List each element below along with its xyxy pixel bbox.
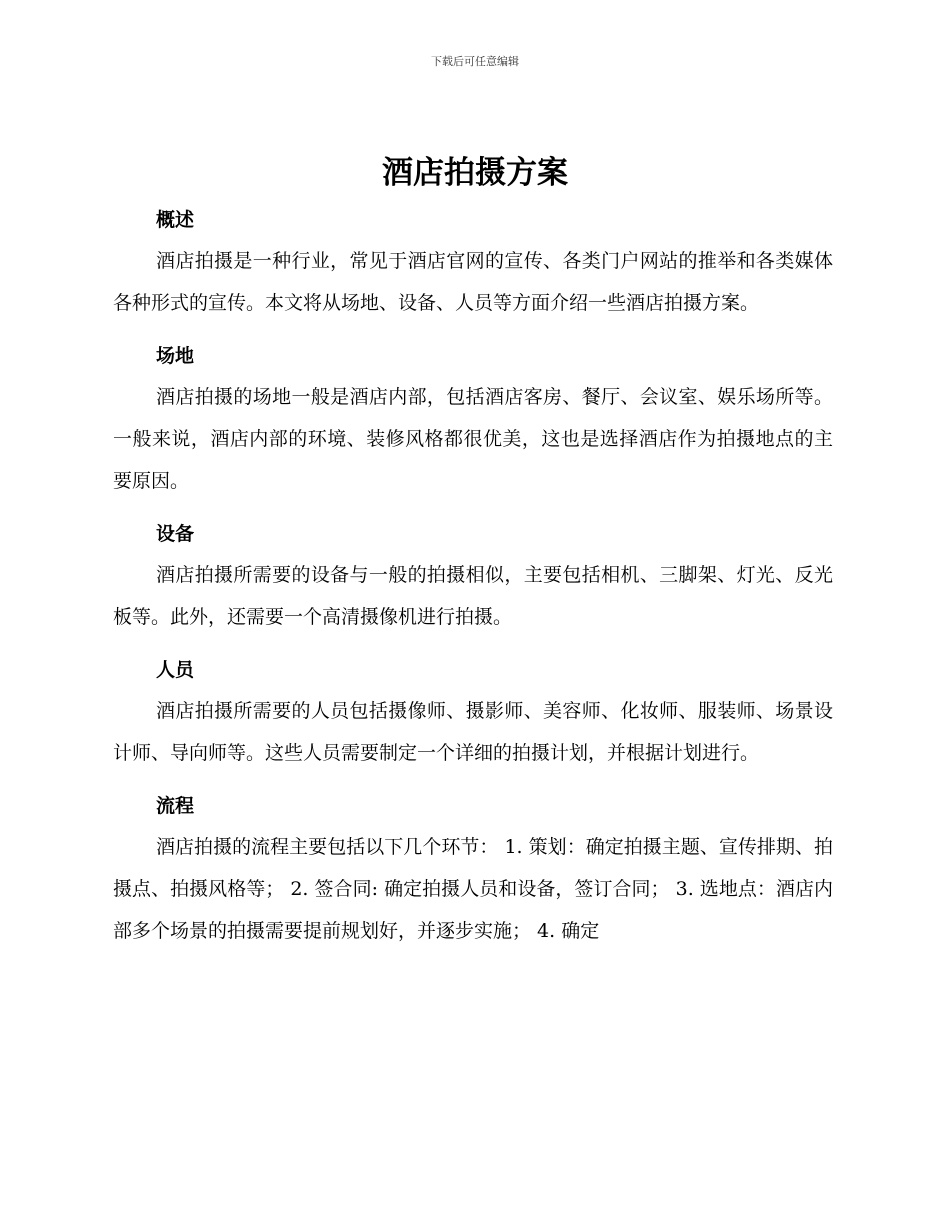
section-overview xyxy=(113,200,833,324)
section-personnel xyxy=(113,650,833,774)
section-venue xyxy=(113,336,833,502)
section-heading: 人员 xyxy=(156,659,195,681)
section-equipment xyxy=(113,514,833,638)
section-paragraph: 酒店拍摄是一种行业，常见于酒店官网的宣传、各类门户网站的推举和各类媒体各种形式的宣传。本文将从场地、设备、人员等方面介绍一些酒店拍摄方案。 xyxy=(113,250,833,314)
section-paragraph: 酒店拍摄的流程主要包括以下几个环节： 1. 策划：确定拍摄主题、宣传排期、拍摄点、拍摄风格等； 2. 签合同: 确定拍摄人员和设备，签订合同； 3. 选地点：酒店内部多个场景的拍摄需要提前规划好，并逐步实施； 4. 确定 xyxy=(113,836,833,942)
section-paragraph: 酒店拍摄的场地一般是酒店内部，包括酒店客房、餐厅、会议室、娱乐场所等。一般来说，酒店内部的环境、装修风格都很优美，这也是选择酒店作为拍摄地点的主要原因。 xyxy=(113,386,833,492)
document-content xyxy=(113,200,833,964)
section-heading: 流程 xyxy=(156,795,195,817)
page-header-note: 下载后可任意编辑 xyxy=(431,55,519,68)
document-title: 酒店拍摄方案 xyxy=(382,155,568,191)
section-heading: 场地 xyxy=(156,345,195,367)
section-paragraph: 酒店拍摄所需要的设备与一般的拍摄相似，主要包括相机、三脚架、灯光、反光板等。此外，还需要一个高清摄像机进行拍摄。 xyxy=(113,564,833,628)
section-process xyxy=(113,786,833,952)
section-heading: 概述 xyxy=(156,209,195,231)
section-heading: 设备 xyxy=(156,523,195,545)
section-paragraph: 酒店拍摄所需要的人员包括摄像师、摄影师、美容师、化妆师、服装师、场景设计师、导向师等。这些人员需要制定一个详细的拍摄计划，并根据计划进行。 xyxy=(113,700,833,764)
